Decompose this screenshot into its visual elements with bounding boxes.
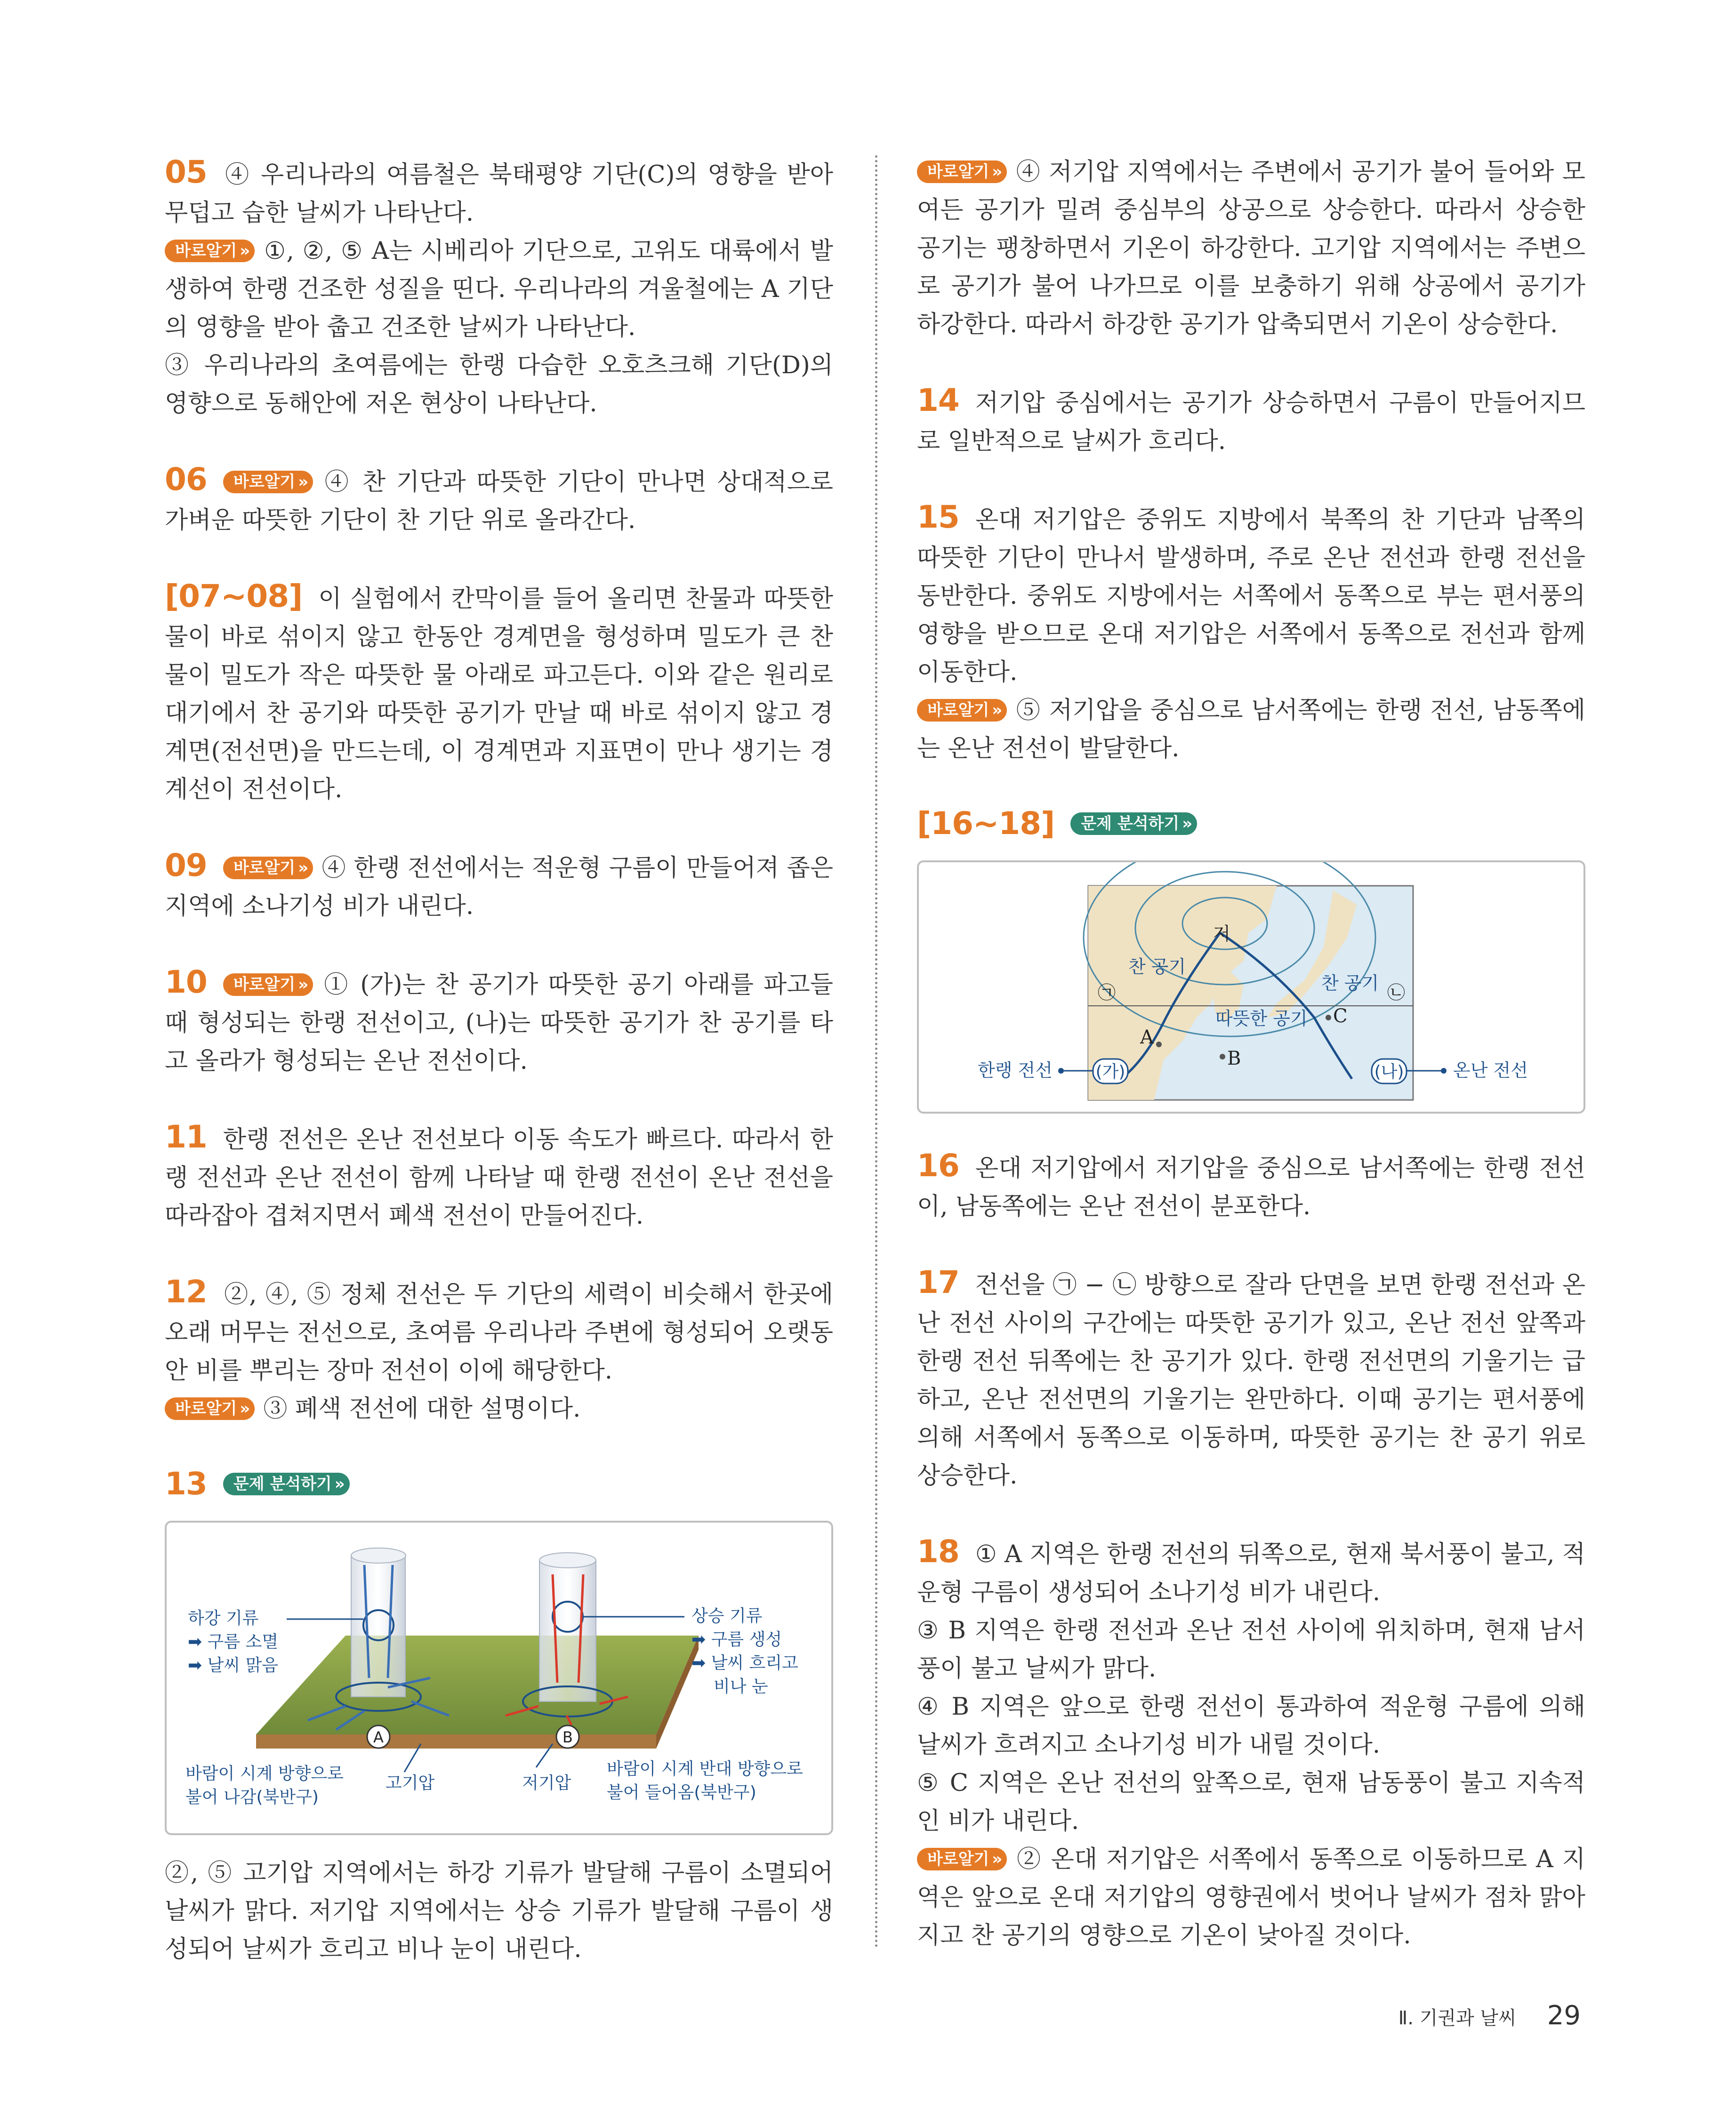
label-cloud-form: ➡ 구름 생성 xyxy=(691,1630,782,1649)
correction-tag: 바로알기 » xyxy=(917,1848,1007,1870)
warm-air: 따뜻한 공기 xyxy=(1215,1008,1308,1029)
correction-text: ① (가)는 찬 공기가 따뜻한 공기 아래를 파고들 때 형성되는 한랭 전선이고, (나)는 따뜻한 공기가 찬 공기를 타고 올라가 형성되는 온난 전선이다. xyxy=(165,971,833,1075)
question-number: 12 xyxy=(165,1274,207,1310)
cold-front-leader-dot xyxy=(1058,1068,1064,1074)
answer-12 xyxy=(165,1273,833,1428)
low-pressure-label: 저 xyxy=(1213,923,1230,944)
answer-13 xyxy=(165,1466,833,1968)
correction-text: ⑤ 저기압을 중심으로 남서쪽에는 한랭 전선, 남동쪽에는 온난 전선이 발달한다. xyxy=(917,697,1585,762)
column-divider xyxy=(875,155,877,1949)
correction-tag: 바로알기 » xyxy=(223,471,313,493)
answer-line: ⑤ C 지역은 온난 전선의 앞쪽으로, 현재 남동풍이 불고 지속적인 비가 내린다. xyxy=(917,1769,1585,1835)
question-number: 17 xyxy=(917,1264,959,1300)
section-mark-left: ㉠ xyxy=(1098,982,1116,1003)
warm-front-label: 온난 전선 xyxy=(1453,1060,1528,1081)
column-top xyxy=(539,1553,596,1568)
correction-tag: 바로알기 » xyxy=(223,857,313,879)
answer-09 xyxy=(165,846,833,925)
answer-16 xyxy=(917,1147,1585,1226)
label-low-pressure: 저기압 xyxy=(522,1773,571,1793)
question-number: 05 xyxy=(165,154,207,190)
answer-15 xyxy=(917,498,1585,768)
point-a: A xyxy=(1140,1027,1154,1048)
question-number: 11 xyxy=(165,1119,207,1155)
label-counterclockwise-1: 바람이 시계 반대 방향으로 xyxy=(607,1759,803,1779)
label-counterclockwise-2: 불어 들어옴(북반구) xyxy=(607,1783,756,1802)
weather-map-figure xyxy=(917,860,1585,1114)
right-column xyxy=(917,153,1585,1955)
label-descending-air: 하강 기류 xyxy=(188,1609,259,1628)
label-cloudy: ➡ 날씨 흐리고 xyxy=(691,1653,798,1673)
question-number: 09 xyxy=(165,847,207,883)
cold-front-label: 한랭 전선 xyxy=(978,1060,1053,1081)
label-rising-air: 상승 기류 xyxy=(691,1606,763,1626)
pressure-system-figure xyxy=(165,1521,833,1835)
analysis-tag: 문제 분석하기 » xyxy=(1070,812,1197,835)
answer-05 xyxy=(165,153,833,423)
correction-text: ④ 한랭 전선에서는 적운형 구름이 만들어져 좁은 지역에 소나기성 비가 내린다. xyxy=(165,854,833,920)
question-number: 16 xyxy=(917,1147,959,1184)
descending-air-column xyxy=(351,1556,405,1697)
answer-text: 이 실험에서 칸막이를 들어 올리면 찬물과 따뜻한 물이 바로 섞이지 않고 한동안 경계면을 형성하며 밀도가 큰 찬물이 밀도가 작은 따뜻한 물 아래로 파고든다. 이와 같은 원리로 대기에서 찬 공기와 따뜻한 공기가 만날 때 바로 섞이지 않고 경계면(전선면)을 만드는데, 이 경계면과 지표면이 만나 생기는 경계선이 전선이다. xyxy=(165,585,833,803)
question-number: 15 xyxy=(917,499,959,535)
ground-side xyxy=(256,1734,656,1749)
answer-line: ③ B 지역은 한랭 전선과 온난 전선 사이에 위치하며, 현재 남서풍이 불고 날씨가 맑다. xyxy=(917,1617,1585,1683)
answer-06 xyxy=(165,460,833,539)
cold-air-left: 찬 공기 xyxy=(1128,956,1186,977)
answer-10 xyxy=(165,963,833,1080)
answer-line: ④ B 지역은 앞으로 한랭 전선이 통과하여 적운형 구름에 의해 날씨가 흐려지고 소나기성 비가 내릴 것이다. xyxy=(917,1693,1585,1759)
correction-text: ①, ②, ⑤ A는 시베리아 기단으로, 고위도 대륙에서 발생하여 한랭 건조한 성질을 띤다. 우리나라의 겨울철에는 A 기단의 영향을 받아 춥고 건조한 날씨가 나타난다. xyxy=(165,237,833,341)
answer-text: 한랭 전선은 온난 전선보다 이동 속도가 빠르다. 따라서 한랭 전선과 온난 전선이 함께 나타날 때 한랭 전선이 온난 전선을 따라잡아 겹쳐지면서 폐색 전선이 만들어진다. xyxy=(165,1126,833,1230)
label-cloud-dissipate: ➡ 구름 소멸 xyxy=(188,1632,279,1652)
point-c-dot xyxy=(1326,1015,1331,1020)
answer-14 xyxy=(917,381,1585,460)
label-rain-snow: 비나 눈 xyxy=(714,1677,768,1696)
answer-07-08 xyxy=(165,577,833,809)
answer-line: ① A 지역은 한랭 전선의 뒤쪽으로, 현재 북서풍이 불고, 적운형 구름이 생성되어 소나기성 비가 내린다. xyxy=(917,1540,1585,1606)
answer-18 xyxy=(917,1532,1585,1955)
page-number: 29 xyxy=(1547,2000,1581,2031)
answer-11 xyxy=(165,1118,833,1235)
answer-text: ②, ⑤ 고기압 지역에서는 하강 기류가 발달해 구름이 소멸되어 날씨가 맑다. 저기압 지역에서는 상승 기류가 발달해 구름이 생성되어 날씨가 흐리고 비나 눈이 내린다. xyxy=(165,1859,833,1963)
correction-tag: 바로알기 » xyxy=(917,699,1007,722)
answer-text: ②, ④, ⑤ 정체 전선은 두 기단의 세력이 비슷해서 한곳에 오래 머무는 전선으로, 초여름 우리나라 주변에 형성되어 오랫동안 비를 뿌리는 장마 전선이 이에 해당한다. xyxy=(165,1281,833,1385)
pressure-diagram xyxy=(167,1523,831,1829)
question-number: [16~18] xyxy=(917,805,1055,842)
marker-a: A xyxy=(373,1728,384,1746)
cold-air-right: 찬 공기 xyxy=(1321,973,1379,994)
question-number: 14 xyxy=(917,382,959,418)
label-clockwise-2: 불어 나감(북반구) xyxy=(185,1788,319,1807)
label-clear-weather: ➡ 날씨 맑음 xyxy=(188,1656,279,1675)
point-b-dot xyxy=(1220,1054,1225,1059)
correction-text: ③ 폐색 전선에 대한 설명이다. xyxy=(263,1395,581,1423)
marker-b: B xyxy=(563,1728,573,1746)
question-number: 13 xyxy=(165,1466,207,1502)
answer-extra: ③ 우리나라의 초여름에는 한랭 다습한 오호츠크해 기단(D)의 영향으로 동해안에 저온 현상이 나타난다. xyxy=(165,352,833,417)
correction-tag: 바로알기 » xyxy=(165,1397,255,1420)
correction-tag: 바로알기 » xyxy=(917,160,1007,183)
answer-text: ④ 우리나라의 여름철은 북태평양 기단(C)의 영향을 받아 무덥고 습한 날씨가 나타난다. xyxy=(165,161,833,227)
question-number: 18 xyxy=(917,1533,959,1570)
answer-13-correction xyxy=(917,153,1585,344)
section-mark-right: ㉡ xyxy=(1387,982,1406,1003)
point-a-dot xyxy=(1156,1042,1162,1047)
answer-text: 온대 저기압에서 저기압을 중심으로 남서쪽에는 한랭 전선이, 남동쪽에는 온난 전선이 분포한다. xyxy=(917,1155,1585,1220)
warm-front-leader-dot xyxy=(1441,1068,1447,1074)
answer-text: 전선을 ㉠ − ㉡ 방향으로 잘라 단면을 보면 한랭 전선과 온난 전선 사이의 구간에는 따뜻한 공기가 있고, 온난 전선 앞쪽과 한랭 전선 뒤쪽에는 찬 공기가 있다. 한랭 전선면의 기울기는 급하고, 온난 전선면의 기울기는 완만하다. 이때 공기는 편서풍에 의해 서쪽에서 동쪽으로 이동하며, 따뜻한 공기는 찬 공기 위로 상승한다. xyxy=(917,1271,1585,1490)
ground-surface xyxy=(256,1636,699,1734)
correction-text: ② 온대 저기압은 서쪽에서 동쪽으로 이동하므로 A 지역은 앞으로 온대 저기압의 영향권에서 벗어나 날씨가 점차 맑아지고 찬 공기의 영향으로 기온이 낮아질 것이다. xyxy=(917,1845,1585,1950)
page-footer xyxy=(1398,2000,1581,2031)
label-high-pressure: 고기압 xyxy=(386,1773,435,1793)
answer-text: 저기압 중심에서는 공기가 상승하면서 구름이 만들어지므로 일반적으로 날씨가 흐리다. xyxy=(917,389,1585,455)
column-top xyxy=(351,1548,406,1563)
question-number: [07~08] xyxy=(165,578,303,614)
label-clockwise-1: 바람이 시계 방향으로 xyxy=(185,1764,344,1783)
correction-text: ④ 저기압 지역에서는 주변에서 공기가 불어 들어와 모여든 공기가 밀려 중심부의 상공으로 상승한다. 따라서 상승한 공기는 팽창하면서 기온이 하강한다. 고기압 지역에서는 주변으로 공기가 불어 나가므로 이를 보충하기 위해 상공에서 공기가 하강한다. 따라서 하강한 공기가 압축되면서 기온이 상승한다. xyxy=(917,158,1585,338)
answer-16-18 xyxy=(917,805,1585,1114)
correction-tag: 바로알기 » xyxy=(223,973,313,996)
question-number: 06 xyxy=(165,461,207,497)
chapter-title: Ⅱ. 기권과 날씨 xyxy=(1398,2007,1517,2029)
answer-text: 온대 저기압은 중위도 지방에서 북쪽의 찬 기단과 남쪽의 따뜻한 기단이 만나서 발생하며, 주로 온난 전선과 한랭 전선을 동반한다. 중위도 지방에서는 서쪽에서 동쪽으로 부는 편서풍의 영향을 받으므로 온대 저기압은 서쪽에서 동쪽으로 전선과 함께 이동한다. xyxy=(917,506,1585,686)
front-ga: (가) xyxy=(1095,1062,1125,1082)
weather-map xyxy=(919,862,1583,1108)
point-b: B xyxy=(1227,1048,1241,1069)
correction-tag: 바로알기 » xyxy=(165,240,255,262)
correction-text: ④ 찬 기단과 따뜻한 기단이 만나면 상대적으로 가벼운 따뜻한 기단이 찬 기단 위로 올라간다. xyxy=(165,468,833,534)
answer-17 xyxy=(917,1263,1585,1495)
left-column xyxy=(165,153,833,1968)
point-c: C xyxy=(1333,1005,1348,1027)
question-number: 10 xyxy=(165,964,207,1000)
front-na: (나) xyxy=(1374,1062,1404,1082)
analysis-tag: 문제 분석하기 » xyxy=(223,1473,350,1495)
